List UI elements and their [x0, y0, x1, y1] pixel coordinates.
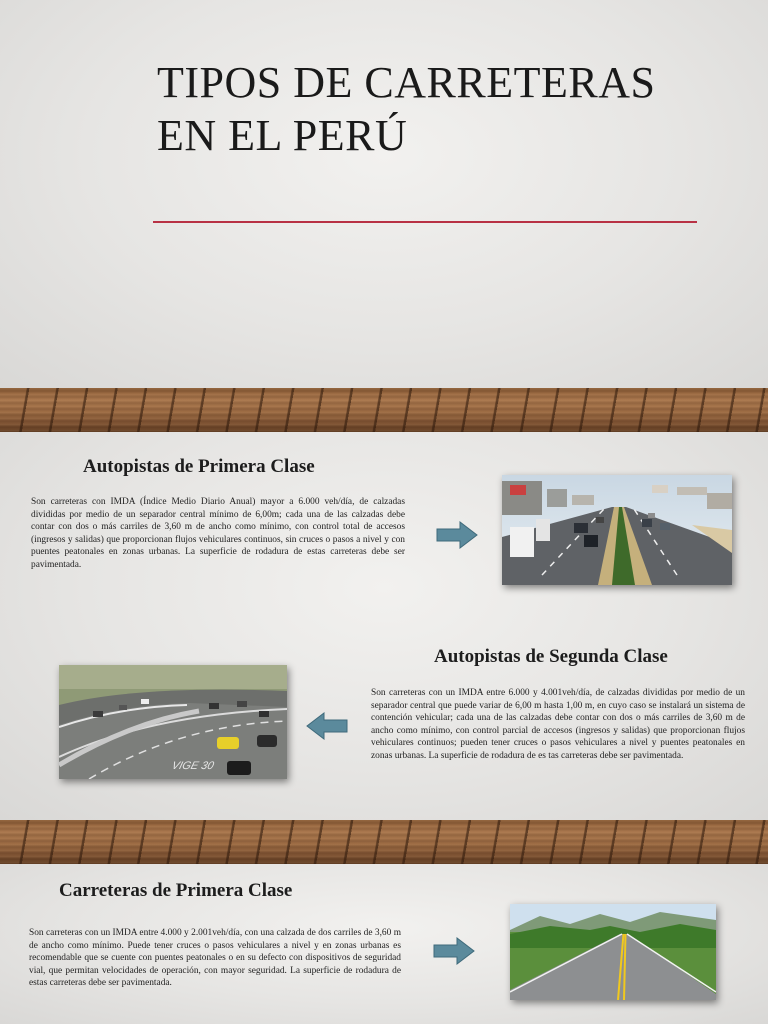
arrow-right-icon — [433, 937, 475, 965]
section-text-2: Son carreteras con un IMDA entre 6.000 y 4.001veh/día, de calzadas divididas por medio de un separador central que puede variar de 6,00 m hasta 1,00 m, en cuyo caso se instalará un sistema de contención vehicular; cada una de las calzadas debe contar con dos o más carriles de 3,60 m de ancho como mínimo, con control parcial de accesos (ingresos y salidas) que proporcionan flujos vehiculares continuos; pueden tener cruces o pasos vehiculares a nivel y puentes peatonales en zonas urbanas. La superficie de rodadura de es tas carreteras debe ser pavimentada. — [371, 688, 745, 761]
arrow-left-icon — [306, 712, 348, 740]
wood-floor-divider — [0, 388, 768, 432]
content-slide-2 — [0, 864, 768, 1024]
title-slide — [0, 0, 768, 388]
two-lane-road-photo — [510, 904, 716, 1000]
wood-floor-divider-2 — [0, 820, 768, 864]
section-text-1: Son carreteras con IMDA (Índice Medio Diario Anual) mayor a 6.000 veh/día, de calzadas divididas por medio de un separador central mínimo de 6,00m; cada una de las calzadas debe contar con dos o más carriles de 3,60 m de ancho como mínimo, con control total de accesos (ingresos y salidas) que proporcionan flujos vehiculares continuos, sin cruces o pasos a nivel y con puentes peatonales en zonas urbanas. La superficie de rodadura de estas carreteras debe ser pavimentada. — [31, 497, 405, 570]
section-heading-3: Carreteras de Primera Clase — [59, 880, 293, 901]
section-heading-2: Autopistas de Segunda Clase — [434, 646, 668, 667]
content-slide-1 — [0, 432, 768, 820]
section-heading-1: Autopistas de Primera Clase — [83, 456, 315, 477]
curved-highway-photo — [59, 665, 287, 779]
title-underline — [153, 221, 697, 223]
page-title: TIPOS DE CARRETERAS EN EL PERÚ — [157, 58, 656, 160]
road-marking-text: VIGE 30 — [170, 760, 216, 772]
arrow-right-icon — [436, 521, 478, 549]
divided-highway-photo — [502, 475, 732, 585]
section-text-3: Son carreteras con un IMDA entre 4.000 y 2.001veh/día, con una calzada de dos carriles de 3,60 m de ancho como mínimo. Puede tener cruces o pasos vehiculares a nivel y en zonas urbanas es recomendable que se cuente con puentes peatonales o en su defecto con dispositivos de seguridad vial, que permitan velocidades de operación, con mayor seguridad. La superficie de rodadura de estas carreteras debe ser pavimentada. — [29, 928, 401, 989]
